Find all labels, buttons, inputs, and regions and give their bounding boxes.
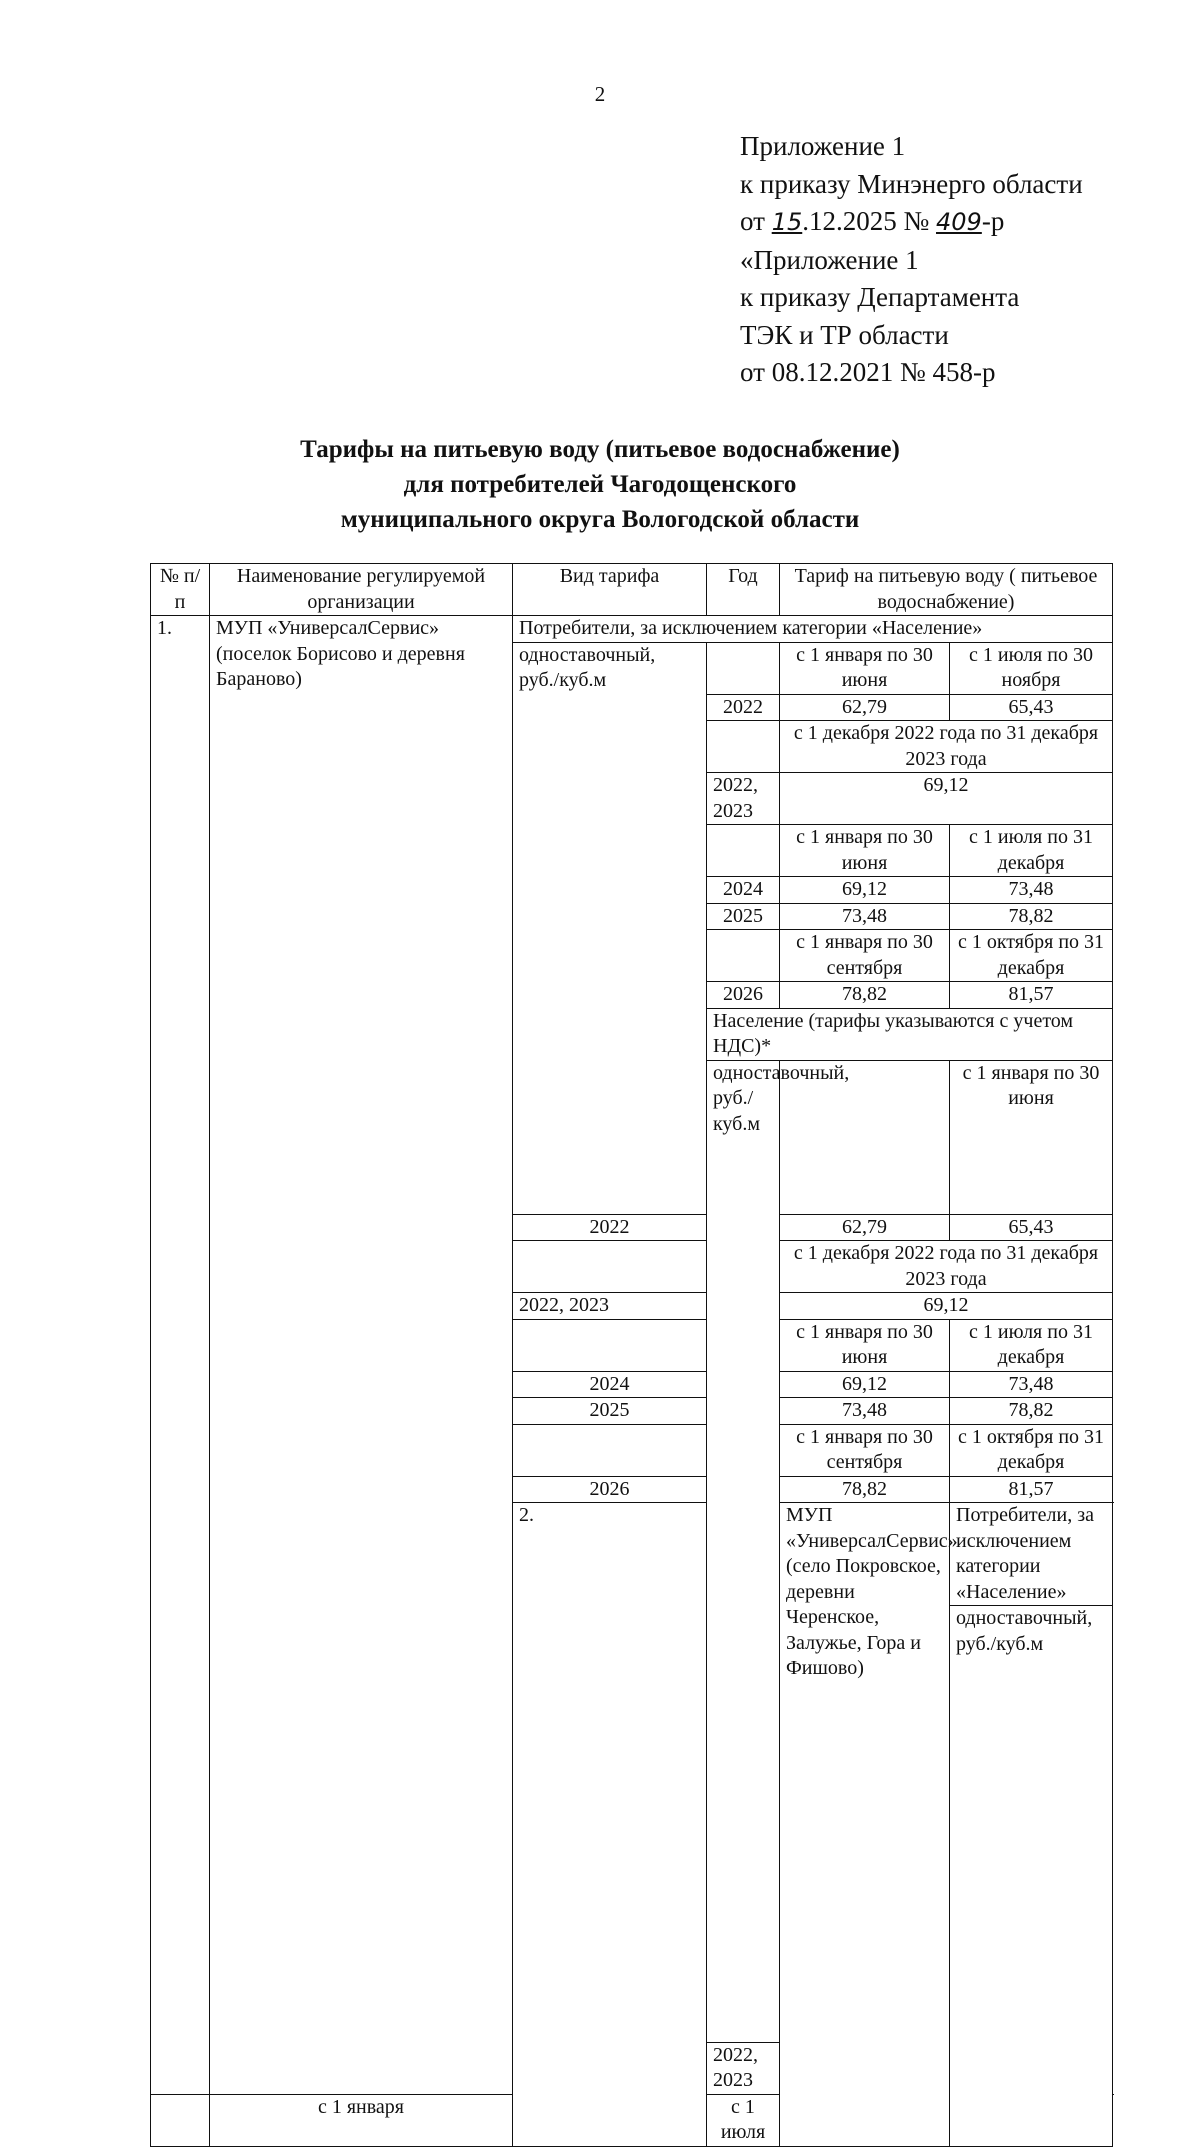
org-name: МУП «УниверсалСервис» (село Покровское, деревни Черенское, Залужье, Гора и Фишово) [780, 1503, 950, 2147]
title-line: Тарифы на питьевую воду (питьевое водоснабжение) [300, 436, 900, 463]
year-cell: 2025 [707, 903, 780, 930]
tariff-value: 69,12 [780, 773, 1113, 825]
year-cell [151, 2094, 210, 2146]
tariff-value: 62,79 [780, 694, 950, 721]
header-year: Год [707, 564, 780, 616]
period-header: с 1 июля по 30 ноября [950, 642, 1113, 694]
title-line: муниципального округа Вологодской области [340, 506, 860, 533]
tariff-value: 78,82 [780, 982, 950, 1009]
tariff-value: 73,48 [950, 1371, 1113, 1398]
tariff-value: 81,57 [950, 1476, 1113, 1503]
year-cell [513, 1424, 707, 1476]
table-header-row [151, 564, 1113, 616]
org-num: 1. [151, 616, 210, 2095]
tariff-value: 65,43 [950, 1214, 1113, 1241]
period-header: с 1 июля по 31 декабря [950, 825, 1113, 877]
appendix-date-line [740, 203, 1083, 242]
category-row: Потребители, за исключением категории «Население» [950, 1503, 1113, 1606]
year-cell: 2024 [513, 1371, 707, 1398]
header-org: Наименование регулируемой организации [210, 564, 513, 616]
appendix-line: «Приложение 1 [740, 244, 919, 275]
period-header: с 1 октября по 31 декабря [950, 930, 1113, 982]
year-cell: 2022, 2023 [707, 2042, 780, 2094]
tariff-type: одноставочный, руб./куб.м [950, 1606, 1113, 2147]
appendix-line: ТЭК и ТР области [740, 319, 949, 350]
year-cell: 2026 [707, 982, 780, 1009]
appendix-line: от 08.12.2021 № 458-р [740, 357, 996, 387]
tariff-value: 65,43 [950, 694, 1113, 721]
document-title [0, 432, 1200, 537]
appendix-line: к приказу Департамента [740, 282, 1020, 312]
org-name: МУП «УниверсалСервис» (поселок Борисово и деревня Бараново) [210, 616, 513, 2095]
tariffs-table [150, 563, 1113, 2147]
period-header: с 1 января по 30 июня [950, 1060, 1113, 1214]
period-header: с 1 декабря 2022 года по 31 декабря 2023 года [780, 1241, 1113, 1293]
appendix-line: к приказу Минэнерго области [740, 168, 1083, 199]
period-header: с 1 января по 30 сентября [780, 1424, 950, 1476]
tariff-value: 78,82 [950, 1398, 1113, 1425]
table-row [151, 616, 1113, 643]
period-header: с 1 декабря 2022 года по 31 декабря 2023 года [780, 721, 1113, 773]
year-cell [707, 930, 780, 982]
tariff-value: 78,82 [950, 903, 1113, 930]
tariff-type: одноставочный, руб./куб.м [513, 642, 707, 1214]
year-cell [707, 825, 780, 877]
date-rest: .12.2025 № [802, 206, 930, 236]
period-header: с 1 января по 30 июня [780, 825, 950, 877]
page-number: 2 [594, 82, 606, 106]
org-num: 2. [513, 1503, 707, 2147]
year-cell [707, 642, 780, 694]
year-cell: 2022 [707, 694, 780, 721]
period-header: с 1 января по 30 сентября [780, 930, 950, 982]
handwritten-number: 409 [936, 208, 982, 236]
handwritten-day: 15 [771, 208, 803, 236]
year-cell: 2022, 2023 [513, 1293, 707, 1320]
year-cell: 2022 [513, 1214, 707, 1241]
year-cell [513, 1319, 707, 1371]
number-suffix: -р [981, 206, 1005, 236]
tariff-value: 69,12 [780, 1371, 950, 1398]
year-cell: 2024 [707, 877, 780, 904]
tariff-value: 81,57 [950, 982, 1113, 1009]
header-num: № п/п [151, 564, 210, 616]
title-line: для потребителей Чагодощенского [403, 471, 797, 498]
period-header: с 1 января по 30 июня [780, 1319, 950, 1371]
year-cell [513, 1241, 707, 1293]
period-header: с 1 октября по 31 декабря [950, 1424, 1113, 1476]
header-type: Вид тарифа [513, 564, 707, 616]
year-cell: 2026 [513, 1476, 707, 1503]
year-cell [707, 721, 780, 773]
date-prefix: от [740, 206, 765, 236]
tariff-value: 62,79 [780, 1214, 950, 1241]
tariff-value: 73,48 [780, 1398, 950, 1425]
tariff-value: 73,48 [950, 877, 1113, 904]
tariff-value: 73,48 [780, 903, 950, 930]
year-cell: 2025 [513, 1398, 707, 1425]
period-header: с 1 января [210, 2094, 513, 2146]
year-cell: 2022, 2023 [707, 773, 780, 825]
appendix-block [740, 128, 1083, 392]
tariff-type: одноставочный, руб./куб.м [707, 1060, 780, 2042]
period-header: с 1 июля [707, 2094, 780, 2146]
period-header: с 1 января по 30 июня [780, 642, 950, 694]
category-row: Потребители, за исключением категории «Население» [513, 616, 1113, 643]
period-header: с 1 июля по 31 декабря [950, 1319, 1113, 1371]
tariff-value: 69,12 [780, 1293, 1113, 1320]
category-row: Население (тарифы указываются с учетом НДС)* [707, 1008, 1113, 1060]
tariff-value: 78,82 [780, 1476, 950, 1503]
appendix-line: Приложение 1 [740, 131, 906, 161]
header-tariff: Тариф на питьевую воду ( питьевое водоснабжение) [780, 564, 1113, 616]
tariff-value: 69,12 [780, 877, 950, 904]
